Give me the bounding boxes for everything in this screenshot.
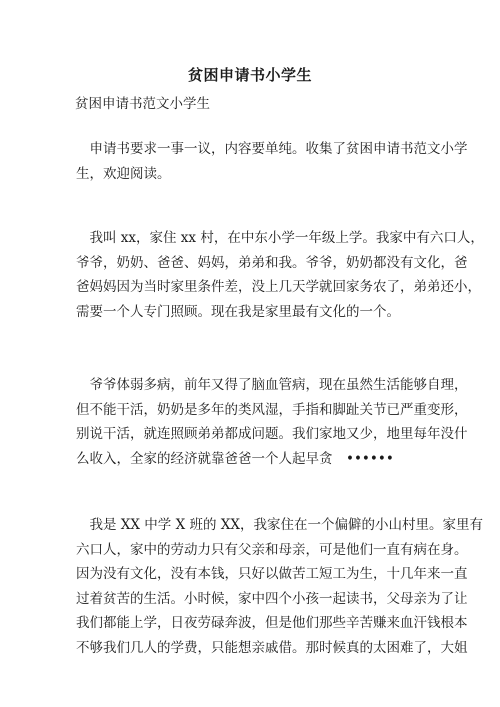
- paragraph-intro: [76, 137, 468, 186]
- paragraph-line: 爸妈妈因为当时家里条件差，没上几天学就回家务农了，弟弟还小，: [76, 279, 481, 295]
- paragraph-line: 爷爷，奶奶、爸爸、妈妈，弟弟和我。爷爷，奶奶都没有文化，爸: [76, 254, 468, 271]
- paragraph-grandparents: [76, 373, 468, 471]
- paragraph-line: 生，欢迎阅读。: [76, 165, 171, 182]
- paragraph-line: 需要一个人专门照顾。现在我是家里最有文化的一个。: [76, 303, 400, 320]
- paragraph-line: 过着贫苦的生活。小时候，家中四个小孩一起读书，父母亲为了让: [76, 590, 468, 607]
- document-title: 贫困申请书小学生: [187, 66, 312, 84]
- paragraph-line: 么收入，全家的经济就靠爸爸一个人起早贪 ••••••: [76, 450, 394, 467]
- document-subtitle: 贫困申请书范文小学生: [75, 96, 210, 112]
- paragraph-line: 我们都能上学，日夜劳碌奔波，但是他们那些辛苦赚来血汗钱根本: [76, 615, 468, 631]
- paragraph-line: 申请书要求一事一议，内容要单纯。收集了贫困申请书范文小学: [76, 141, 468, 157]
- paragraph-line: 但不能干活，奶奶是多年的类风湿，手指和脚趾关节已严重变形，: [76, 401, 468, 418]
- paragraph-family: [76, 226, 484, 324]
- paragraph-line: 爷爷体弱多病，前年又得了脑血管病，现在虽然生活能够自理，: [76, 377, 468, 393]
- paragraph-line: 我叫 xx，家住 xx 村，在中东小学一年级上学。我家中有六口人，: [76, 230, 484, 246]
- paragraph-line: 我是 XX 中学 X 班的 XX，我家住在一个偏僻的小山村里。家里有: [76, 517, 484, 533]
- paragraph-line: 因为没有文化，没有本钱，只好以做苦工短工为生，十几年来一直: [76, 566, 468, 582]
- paragraph-student: [76, 513, 484, 660]
- paragraph-line: 别说干活，就连照顾弟弟都成问题。我们家地又少，地里每年没什: [76, 426, 468, 442]
- paragraph-line: 不够我们几人的学费，只能想亲戚借。那时候真的太困难了，大姐: [76, 639, 468, 656]
- paragraph-line: 六口人，家中的劳动力只有父亲和母亲，可是他们一直有病在身。: [76, 541, 468, 558]
